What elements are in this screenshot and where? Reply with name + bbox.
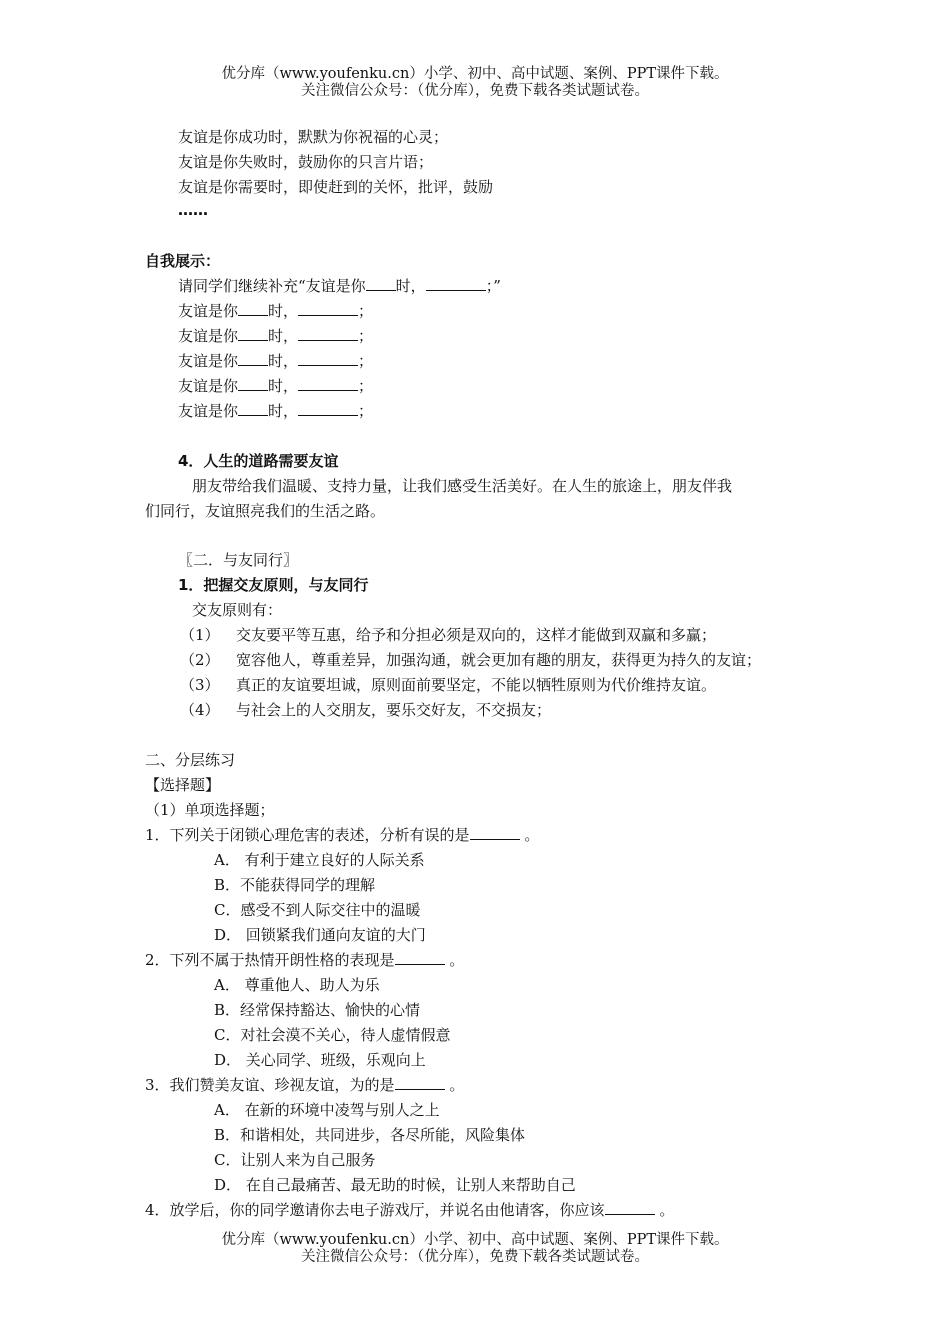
fill-blank-long bbox=[298, 326, 358, 341]
answer-blank bbox=[605, 1200, 655, 1215]
question-stem-text: 4．放学后，你的同学邀请你去电子游戏厅，并说名由他请客，你应该 bbox=[145, 1201, 605, 1219]
fill-blank-short bbox=[238, 351, 268, 366]
principle-text-3: 真正的友谊要坦诚，原则面前要坚定，不能以牺牲原则为代价维持友谊。 bbox=[236, 676, 717, 694]
question-stem-text: 1．下列关于闭锁心理危害的表述，分析有误的是 bbox=[145, 826, 470, 844]
q2-option-d: D． 关心同学、班级，乐观向上 bbox=[214, 1051, 426, 1069]
fill-line-5 bbox=[178, 401, 373, 421]
question-1-stem bbox=[145, 825, 539, 845]
section-4-para-line-1: 朋友带给我们温暖、支持力量，让我们感受生活美好。在人生的旅途上，朋友伴我 bbox=[192, 477, 733, 495]
section-4-para-line-2: 们同行，友谊照亮我们的生活之路。 bbox=[145, 502, 386, 520]
answer-blank bbox=[470, 825, 520, 840]
prompt-text-b: 时， bbox=[395, 277, 426, 295]
fill-text-b: 时， bbox=[268, 352, 299, 370]
q2-option-b: B．经常保持豁达、愉快的心情 bbox=[214, 1001, 421, 1019]
self-show-heading: 自我展示： bbox=[145, 252, 221, 270]
fill-text-b: 时， bbox=[268, 302, 299, 320]
question-4-stem bbox=[145, 1200, 674, 1220]
fill-line-2 bbox=[178, 326, 373, 346]
choice-heading: 【选择题】 bbox=[145, 776, 221, 794]
poem-line-3: 友谊是你需要时，即使赶到的关怀，批评，鼓励 bbox=[178, 178, 494, 196]
q1-option-b: B．不能获得同学的理解 bbox=[214, 876, 376, 894]
question-end: 。 bbox=[524, 826, 540, 844]
fill-text-a: 友谊是你 bbox=[178, 402, 239, 420]
fill-blank-long bbox=[298, 376, 358, 391]
principle-text-2: 宽容他人，尊重差异，加强沟通，就会更加有趣的朋友，获得更为持久的友谊； bbox=[236, 651, 762, 669]
header-line-2: 关注微信公众号：（优分库），免费下载各类试题试卷。 bbox=[301, 83, 649, 99]
fill-blank-short bbox=[238, 301, 268, 316]
page-header bbox=[0, 66, 950, 100]
question-stem-text: 3．我们赞美友谊、珍视友谊，为的是 bbox=[145, 1076, 395, 1094]
prompt-blank-2 bbox=[426, 276, 486, 291]
question-2-stem bbox=[145, 950, 464, 970]
fill-text-a: 友谊是你 bbox=[178, 377, 239, 395]
principle-text-4: 与社会上的人交朋友，要乐交好友，不交损友； bbox=[236, 701, 552, 719]
principle-num-2: （2） bbox=[180, 651, 220, 669]
principle-num-4: （4） bbox=[180, 701, 220, 719]
header-line-1: 优分库（www.youfenku.cn）小学、初中、高中试题、案例、PPT课件下载。 bbox=[221, 66, 729, 82]
single-choice-heading: （1）单项选择题； bbox=[145, 801, 275, 819]
self-show-prompt bbox=[178, 276, 501, 296]
principle-num-1: （1） bbox=[180, 626, 220, 644]
fill-text-c: ； bbox=[358, 377, 374, 395]
fill-line-4 bbox=[178, 376, 373, 396]
poem-ellipsis: …… bbox=[178, 201, 208, 219]
principles-intro: 交友原则有： bbox=[192, 601, 283, 619]
fill-blank-short bbox=[238, 401, 268, 416]
principle-text-1: 交友要平等互惠，给予和分担必须是双向的，这样才能做到双赢和多赢； bbox=[236, 626, 717, 644]
q1-option-d: D． 回锁紧我们通向友谊的大门 bbox=[214, 926, 426, 944]
prompt-text-a: 请同学们继续补充“友谊是你 bbox=[178, 277, 366, 295]
page-footer bbox=[0, 1232, 950, 1266]
fill-line-3 bbox=[178, 351, 373, 371]
q3-option-b: B．和谐相处，共同进步，各尽所能，风险集体 bbox=[214, 1126, 526, 1144]
part-2-sub-1: 1．把握交友原则，与友同行 bbox=[178, 576, 369, 594]
question-3-stem bbox=[145, 1075, 464, 1095]
fill-text-b: 时， bbox=[268, 377, 299, 395]
poem-line-1: 友谊是你成功时，默默为你祝福的心灵； bbox=[178, 128, 449, 146]
fill-text-a: 友谊是你 bbox=[178, 327, 239, 345]
fill-line-1 bbox=[178, 301, 373, 321]
fill-text-b: 时， bbox=[268, 327, 299, 345]
fill-text-c: ； bbox=[358, 327, 374, 345]
footer-line-2: 关注微信公众号：（优分库），免费下载各类试题试卷。 bbox=[301, 1249, 649, 1265]
fill-text-c: ； bbox=[358, 302, 374, 320]
footer-line-1: 优分库（www.youfenku.cn）小学、初中、高中试题、案例、PPT课件下载。 bbox=[221, 1232, 729, 1248]
answer-blank bbox=[395, 950, 445, 965]
poem-line-2: 友谊是你失败时，鼓励你的只言片语； bbox=[178, 153, 434, 171]
q1-option-a: A． 有利于建立良好的人际关系 bbox=[214, 851, 425, 869]
section-4-heading: 4．人生的道路需要友谊 bbox=[178, 452, 339, 470]
fill-blank-long bbox=[298, 351, 358, 366]
q1-option-c: C．感受不到人际交往中的温暖 bbox=[214, 901, 421, 919]
fill-blank-long bbox=[298, 401, 358, 416]
fill-text-c: ； bbox=[358, 352, 374, 370]
fill-text-b: 时， bbox=[268, 402, 299, 420]
q2-option-c: C．对社会漠不关心，待人虚情假意 bbox=[214, 1026, 451, 1044]
question-end: 。 bbox=[659, 1201, 675, 1219]
q3-option-a: A． 在新的环境中凌驾与别人之上 bbox=[214, 1101, 440, 1119]
principle-num-3: （3） bbox=[180, 676, 220, 694]
question-end: 。 bbox=[449, 951, 465, 969]
practice-heading: 二、分层练习 bbox=[145, 751, 236, 769]
part-2-heading: 〖二．与友同行〗 bbox=[178, 551, 299, 569]
answer-blank bbox=[395, 1075, 445, 1090]
prompt-text-c: ；” bbox=[485, 277, 501, 295]
fill-blank-long bbox=[298, 301, 358, 316]
fill-text-c: ； bbox=[358, 402, 374, 420]
fill-text-a: 友谊是你 bbox=[178, 352, 239, 370]
fill-blank-short bbox=[238, 326, 268, 341]
fill-blank-short bbox=[238, 376, 268, 391]
question-stem-text: 2．下列不属于热情开朗性格的表现是 bbox=[145, 951, 395, 969]
prompt-blank-1 bbox=[366, 276, 396, 291]
question-end: 。 bbox=[449, 1076, 465, 1094]
q3-option-c: C．让别人来为自己服务 bbox=[214, 1151, 376, 1169]
fill-text-a: 友谊是你 bbox=[178, 302, 239, 320]
q2-option-a: A． 尊重他人、助人为乐 bbox=[214, 976, 380, 994]
q3-option-d: D． 在自己最痛苦、最无助的时候，让别人来帮助自己 bbox=[214, 1176, 576, 1194]
